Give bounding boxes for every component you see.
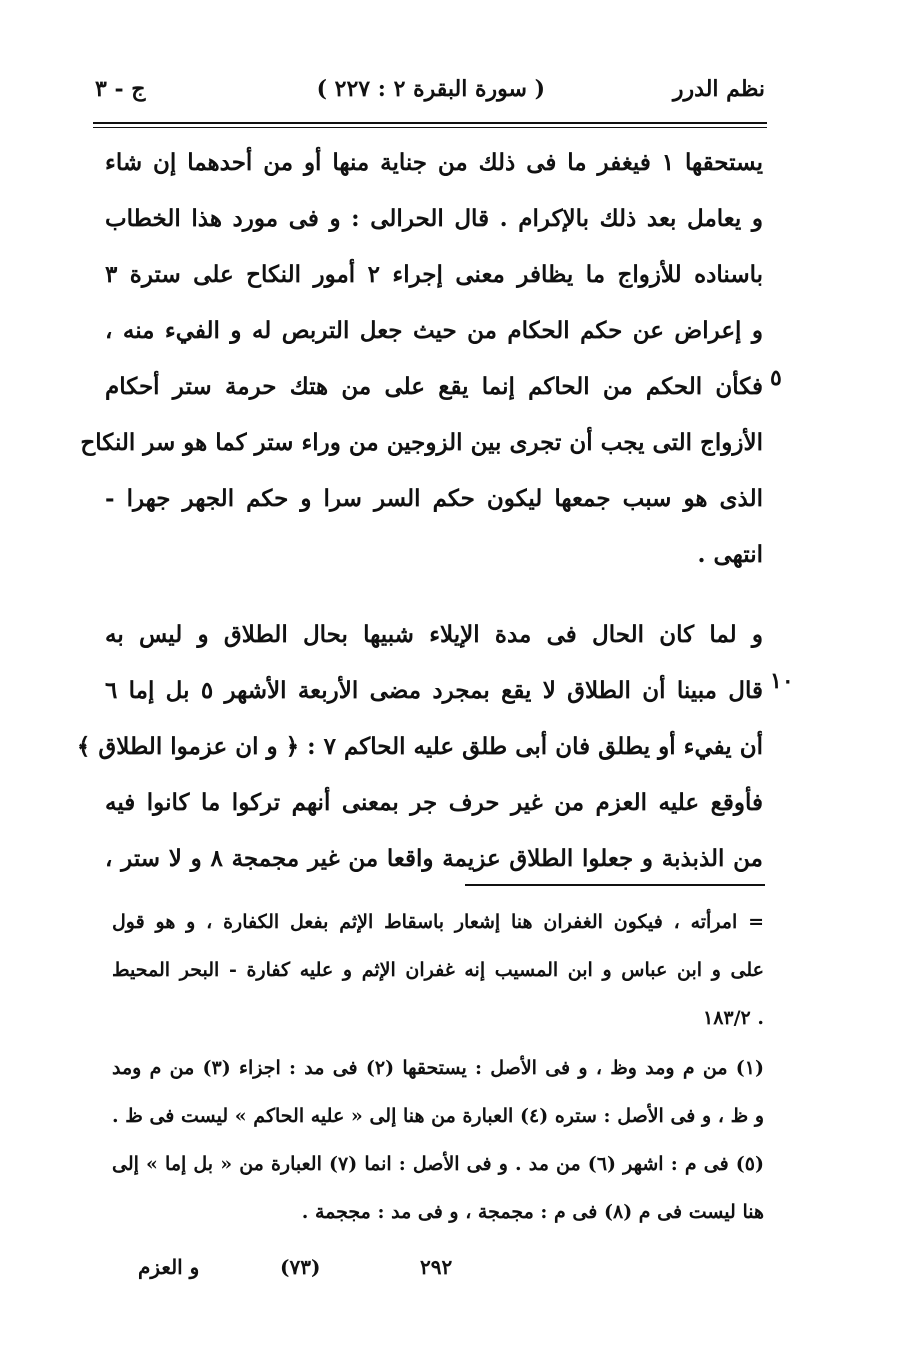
text-line: و لما كان الحال فى مدة الإيلاء شبيها بحال الطلاق و ليس به (105, 621, 763, 648)
apparatus-line: (١) من م ومد وظ ، و فى الأصل : يستحقها (٢) فى مد : اجزاء (٣) من م ومد (112, 1057, 764, 1079)
footnote-line: على و ابن عباس و ابن المسيب إنه غفران الإثم و عليه كفارة - البحر المحيط (112, 959, 764, 981)
text-line: أن يفيء أو يطلق فان أبى طلق عليه الحاكم ٧ : ﴿ و ان عزموا الطلاق ﴾ (76, 733, 763, 760)
text-line: باسناده للأزواج ما يظافر معنى إجراء ٢ أمور النكاح على سترة ٣ (105, 261, 764, 288)
text-line: الأزواج التى يجب أن تجرى بين الزوجين من وراء ستر كما هو سر النكاح (80, 429, 763, 456)
volume-label: ج - ٣ (95, 76, 146, 102)
footnote-separator (465, 884, 765, 886)
footnote-line: . ١٨٣/٢ (703, 1007, 764, 1029)
apparatus-line: هنا ليست فى م (٨) فى م : مجمجة ، و فى مد : مججمة . (301, 1201, 764, 1223)
text-line: يستحقها ١ فيغفر ما فى ذلك من جناية منها أو من أحدهما إن شاء (105, 149, 763, 176)
critical-apparatus (112, 1044, 764, 1236)
header-rule-thin (93, 127, 767, 128)
text-line: انتهى . (697, 541, 763, 568)
running-header (95, 70, 765, 114)
apparatus-line: و ظ ، و فى الأصل : ستره (٤) العبارة من هنا إلى « عليه الحاكم » ليست فى ظ . (112, 1105, 764, 1127)
signature-number: (٧٣) (280, 1255, 321, 1279)
text-line: الذى هو سبب جمعها ليكون حكم السر سرا و حكم الجهر جهرا - (105, 485, 763, 512)
text-line: و إعراض عن حكم الحكام من حيث جعل التربص له و الفيء منه ، (105, 317, 763, 344)
page-number: ٢٩٢ (420, 1255, 453, 1279)
text-line: قال مبينا أن الطلاق لا يقع بمجرد مضى الأربعة الأشهر ٥ بل إما ٦ (105, 677, 763, 704)
main-text (76, 135, 764, 887)
line-number-5: ٥ (770, 365, 782, 391)
continued-footnote (112, 898, 764, 1042)
text-line: فكأن الحكم من الحاكم إنما يقع على من هتك حرمة ستر أحكام (105, 373, 763, 400)
line-number-10: ١٠ (770, 668, 794, 694)
catchword: و العزم (138, 1255, 200, 1279)
text-line: فأوقع عليه العزم من غير حرف جر بمعنى أنهم تركوا ما كانوا فيه (105, 789, 763, 816)
apparatus-line: (٥) فى م : اشهر (٦) من مد . و فى الأصل : انما (٧) العبارة من « بل إما » إلى (112, 1153, 764, 1175)
header-rule (93, 122, 767, 124)
page-footer (120, 1255, 600, 1291)
text-line: و يعامل بعد ذلك بالإكرام . قال الحرالى : و فى مورد هذا الخطاب (105, 205, 763, 232)
text-line: من الذبذبة و جعلوا الطلاق عزيمة واقعا من غير مجمجة ٨ و لا ستر ، (105, 845, 763, 872)
book-title: نظم الدرر (672, 76, 765, 102)
surah-reference: ( سورة البقرة ٢ : ٢٢٧ ) (316, 76, 545, 102)
footnote-line: = امرأته ، فيكون الغفران هنا إشعار باسقاط الإثم بفعل الكفارة ، و هو قول (112, 911, 764, 933)
